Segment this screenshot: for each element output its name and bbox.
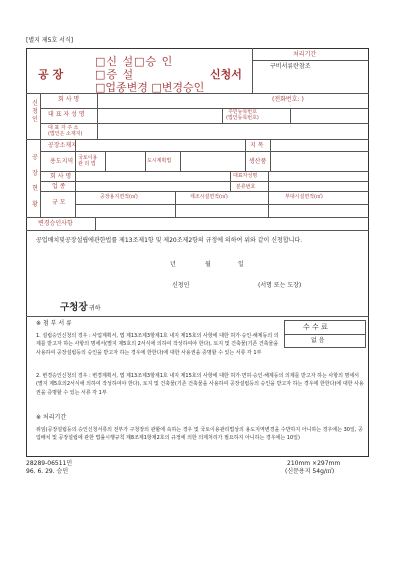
urban-plan-label: 도시계획법 [147,158,172,164]
zone-label: 용도지역 [50,158,74,165]
title-row1: □신 설□승 인 [95,55,174,68]
processing-value: 구비서류란참조 [270,63,311,70]
processing-label: 처리기간 [293,51,317,58]
fee-value: 없 음 [311,337,325,344]
lot-label: 지 목 [250,142,264,149]
change-items-label: 변경승인사항 [38,220,73,227]
title-factory: 공 장 [38,68,64,81]
footer-size: 210mm ×297mm [287,460,341,467]
footer-paper: (신문용지 54g/㎡) [285,468,335,475]
address-label: 대 표 자 주 소 (법인은 소재지) [48,125,83,137]
mfg-area-label: 제조시설면적(㎡) [190,194,228,200]
factory-company-label: 회 사 명 [50,173,72,180]
production-label: 생산품 [249,158,267,165]
fee-label: 수 수 료 [303,323,328,331]
processing-note-title: ※ 처리기간 [36,414,67,421]
applicant-sign-label: 신청인 [172,282,190,289]
site-area-label: 공장용지면적(㎡) [100,194,138,200]
industry-label: 업 종 [52,183,66,190]
factory-rep-label: 대표자성명 [233,173,258,179]
title-application: 신청서 [210,68,242,81]
footer-date: 96. 6. 29. 승인 [26,468,69,475]
signature-note: (서명 또는 도장) [258,282,302,289]
rep-name-label: 대 표 자 성 명 [48,111,85,118]
company-label: 회 사 명 [58,96,80,103]
attachment-item-1: 1. 설립승인신청의 경우 : 사업계획서, 법 제13조제3항제1호 내지 제15호의 사항에 대한 허가·승인·해제등의 의제를 받고자 하는 사항의 명세서(별지 제5호의 2서식에 의하여 작성하여야 한다), 토지 및 건축물(기존 건축물을 사용하여 공장설립등의 승인을 받고자 하는 경우에 한한다)에 대한 사용권을 증명할 수 있는 서류 각 1부 [36,333,279,356]
applicant-section-label [31,100,39,123]
title-row2: □증 설 [95,68,135,81]
scale-label: 규 모 [52,199,66,206]
applicant-section-text: 신청인 [32,100,38,123]
location-label: 공장소재지 [48,142,77,149]
recipient-name: 구청장 [60,302,88,313]
class-number-label: 분류번호 [236,184,256,190]
date-day: 일 [238,261,244,268]
factory-section-label [31,150,39,212]
recipient-suffix: 귀하 [89,305,101,312]
attachments-title: ※ 첨 부 서 류 [36,320,72,327]
processing-note-text: 위임(공장설립등의 승인신청서류의 전부가 구청장의 관할에 속하는 경우 및 국토이용관리법상의 용도지역변경을 수반하지 아니하는 경우에는 30일, 공업배치 및 공장설립에 관한 법률시행규칙 제8조제1항제2호의 규정에 의한 의제처리가 필요하지 아니하는 경우에는 10일) [36,427,363,442]
form-reference: [별지 제5호 서식] [26,37,74,44]
rrn-label: 주민등록번호 (법인등록번호) [226,109,259,121]
zone-sub-label: 국토이용 관 리 법 [78,155,98,167]
title-row3: □업종변경 □변경승인 [95,81,205,94]
attachment-item-2: 2. 변경승인신청의 경우 : 변경계획서, 법 제13조제3항제1호 내지 제15호의 사항에 대한 허가·면허·승인·해제등의 의제를 받고자 하는 사항의 명세서(별지 제5호의2서식에 의하여 작성하여야 한다), 토지 및 건축물(기존 건축물을 사용하여 공장설립등의 승인을 받고자 하는 경우에 한한다)에 대한 사용권을 증명할 수 있는 서류 각 1부 [36,373,364,396]
date-year: 년 [170,261,176,268]
factory-section-text: 공장현황 [32,154,38,208]
aux-area-label: 부대시설면적(㎡) [285,194,323,200]
phone-label: (전화번호: ) [272,96,304,103]
declaration-text: 공업배치및공장설립에관한법률 제13조제1항 및 제20조제2항의 규정에 의하여 위와 같이 신청합니다. [36,237,303,244]
footer-code: 28289-06511민 [26,460,73,467]
date-month: 월 [205,261,211,268]
